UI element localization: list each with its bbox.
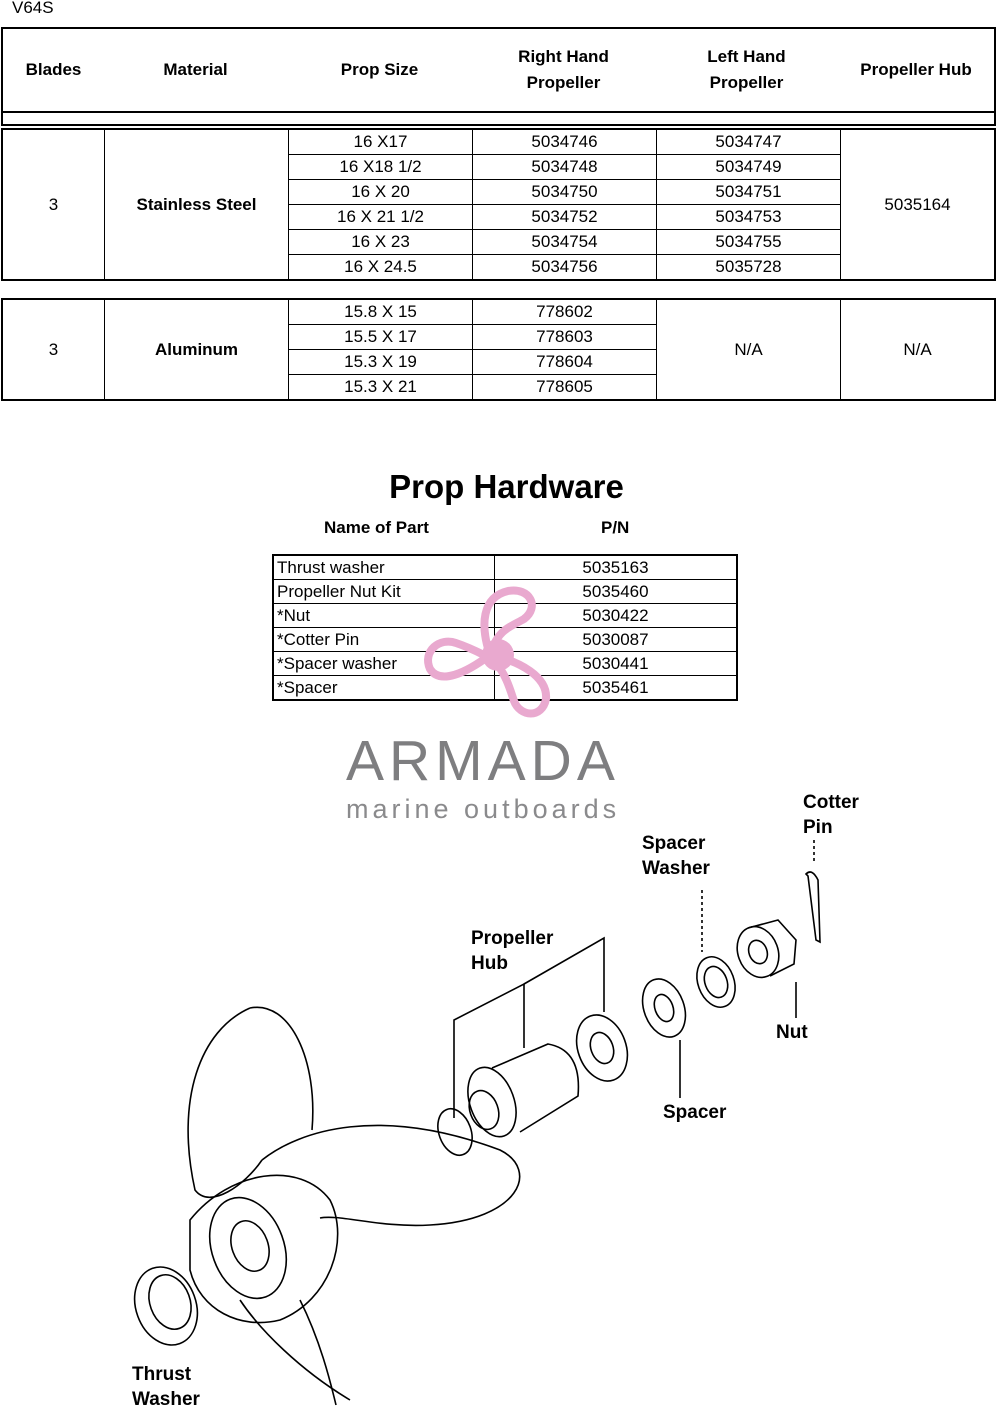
label-thrust-washer [132, 1362, 200, 1412]
al-lh: N/A [657, 299, 841, 400]
ss-size: 16 X 23 [289, 230, 473, 255]
part-number: 5030422 [495, 604, 738, 628]
part-name: Propeller Nut Kit [273, 580, 495, 604]
propeller-logo-icon [420, 585, 560, 725]
ss-rh: 5034752 [473, 205, 657, 230]
spacer-part [635, 973, 693, 1043]
hardware-col-pn: P/N [601, 518, 630, 537]
part-name: *Spacer [273, 676, 495, 701]
propeller-part [188, 1007, 520, 1405]
part-number: 5030441 [495, 652, 738, 676]
model-label: V64S [12, 0, 54, 17]
ss-hub: 5035164 [884, 194, 951, 214]
al-size: 15.3 X 19 [289, 350, 473, 375]
header-left-hand [655, 28, 838, 112]
ss-rh: 5034754 [473, 230, 657, 255]
label-thrust-washer-line2: Washer [132, 1389, 200, 1410]
header-left-hand-line2: Propeller [709, 73, 784, 92]
watermark-brand: ARMADA [346, 729, 620, 793]
part-name: *Cotter Pin [273, 628, 495, 652]
al-rh: 778605 [473, 375, 657, 401]
hardware-title: Prop Hardware [389, 468, 624, 505]
watermark-subtitle: marine outboards [346, 794, 621, 824]
label-cotter-pin [803, 790, 859, 840]
nut-part [730, 920, 796, 983]
ss-rh: 5034750 [473, 180, 657, 205]
al-rh: 778604 [473, 350, 657, 375]
ss-blades: 3 [48, 194, 59, 214]
spacer-washer-part [690, 951, 742, 1012]
al-hub: N/A [903, 339, 932, 359]
part-name: *Nut [273, 604, 495, 628]
table-row [2, 129, 995, 155]
label-cotter-pin-line2: Pin [803, 817, 833, 838]
label-propeller-hub-line2: Hub [471, 953, 508, 974]
ss-lh: 5034755 [657, 230, 841, 255]
part-number: 5035163 [495, 555, 738, 580]
label-cotter-pin-line1: Cotter [803, 792, 859, 813]
header-propeller-hub: Propeller Hub [860, 60, 972, 79]
part-number: 5030087 [495, 628, 738, 652]
part-name: *Spacer washer [273, 652, 495, 676]
header-material: Material [163, 60, 228, 79]
thrust-washer-part [124, 1258, 208, 1354]
label-thrust-washer-line1: Thrust [132, 1364, 192, 1385]
part-name: Thrust washer [273, 555, 495, 580]
label-propeller-hub-line1: Propeller [471, 928, 554, 949]
label-spacer-washer-line2: Washer [642, 858, 710, 879]
header-right-hand-line1: Right Hand [518, 47, 609, 66]
label-spacer-washer-line1: Spacer [642, 833, 706, 854]
label-spacer: Spacer [663, 1102, 727, 1123]
ss-size: 16 X 20 [289, 180, 473, 205]
table-row [273, 555, 737, 580]
ss-size: 16 X17 [289, 129, 473, 155]
al-rh: 778603 [473, 325, 657, 350]
ss-lh: 5034749 [657, 155, 841, 180]
spec-table-header [1, 27, 996, 113]
al-size: 15.5 X 17 [289, 325, 473, 350]
ss-lh: 5034753 [657, 205, 841, 230]
cotter-pin-part [806, 872, 820, 942]
part-number: 5035460 [495, 580, 738, 604]
ss-size: 16 X18 1/2 [289, 155, 473, 180]
ss-size: 16 X 21 1/2 [289, 205, 473, 230]
header-left-hand-line1: Left Hand [707, 47, 786, 66]
al-size: 15.8 X 15 [289, 299, 473, 325]
label-spacer-washer [642, 831, 710, 881]
header-prop-size: Prop Size [340, 60, 419, 79]
ss-rh: 5034756 [473, 255, 657, 281]
ss-material: Stainless Steel [105, 129, 289, 280]
propeller-exploded-diagram [0, 780, 997, 1407]
header-right-hand [472, 28, 655, 112]
al-rh: 778602 [473, 299, 657, 325]
ss-size: 16 X 24.5 [289, 255, 473, 281]
aluminum-table [1, 298, 996, 401]
ss-rh: 5034746 [473, 129, 657, 155]
part-number: 5035461 [495, 676, 738, 701]
hardware-col-name: Name of Part [324, 518, 429, 537]
al-blades: 3 [48, 339, 59, 359]
ss-rh: 5034748 [473, 155, 657, 180]
stainless-steel-table [1, 128, 996, 281]
al-material: Aluminum [105, 299, 289, 400]
ss-lh: 5034751 [657, 180, 841, 205]
header-right-hand-line2: Propeller [526, 73, 601, 92]
label-propeller-hub [471, 926, 553, 976]
ss-lh: 5034747 [657, 129, 841, 155]
header-blades: Blades [25, 60, 82, 79]
al-size: 15.3 X 21 [289, 375, 473, 401]
label-nut: Nut [776, 1022, 808, 1043]
ss-lh: 5035728 [657, 255, 841, 281]
header-divider [1, 113, 996, 126]
table-row [2, 299, 995, 325]
